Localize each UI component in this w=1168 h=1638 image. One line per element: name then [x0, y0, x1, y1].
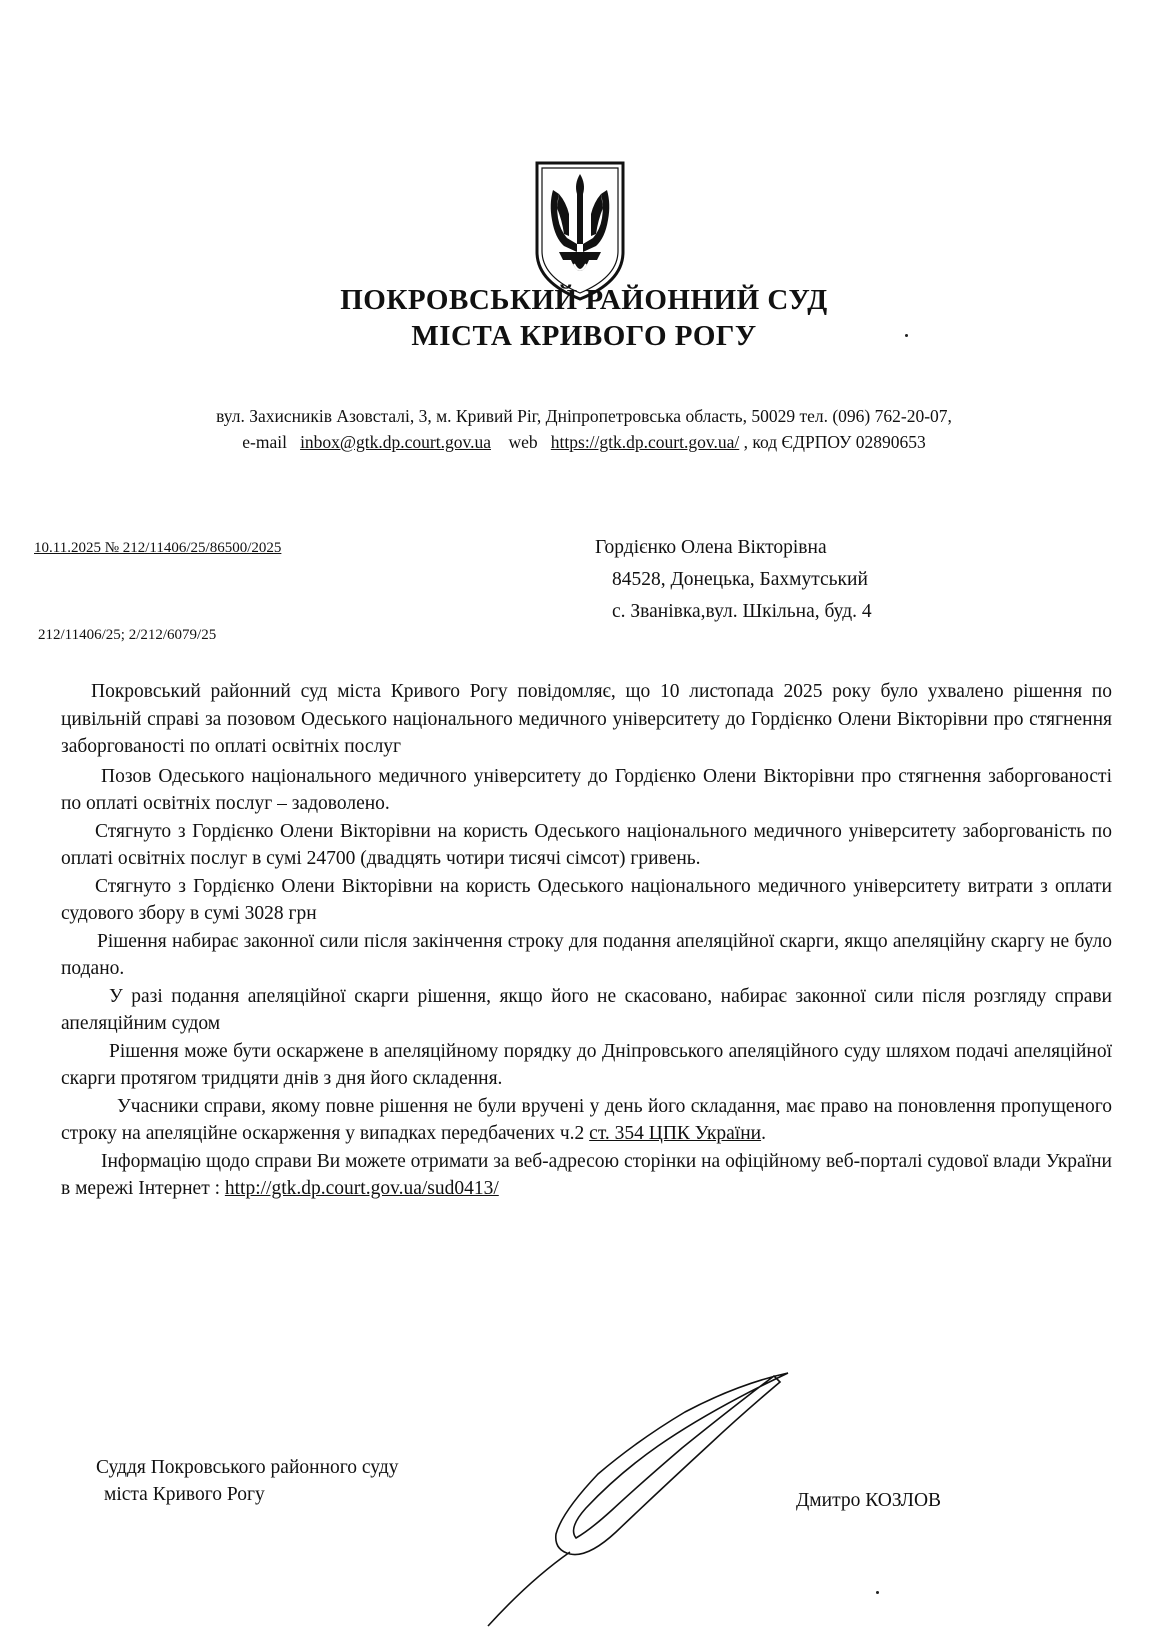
- body-paragraph: [61, 1148, 1112, 1203]
- recipient-address-line1: 84528, Донецька, Бахмутський: [612, 569, 868, 590]
- edrpou-code: , код ЄДРПОУ 02890653: [743, 432, 926, 452]
- judge-name: Дмитро КОЗЛОВ: [796, 1490, 942, 1511]
- body-paragraph: Стягнуто з Гордієнко Олени Вікторівни на користь Одеського національного медичного університету заборгованість по оплаті освітніх послуг в сумі 24700 (двадцять чотири тисячі сімсот) гривень.: [61, 820, 1112, 869]
- handwritten-signature-icon: [470, 1370, 800, 1630]
- judge-position-line1: Суддя Покровського районного суду: [96, 1457, 399, 1478]
- web-link[interactable]: https://gtk.dp.court.gov.ua/: [550, 432, 740, 452]
- web-label: web: [508, 432, 538, 452]
- email-label: e-mail: [242, 432, 287, 452]
- body-paragraph: Стягнуто з Гордієнко Олени Вікторівни на користь Одеського національного медичного університету витрати з оплати судового збору в сумі 3028 грн: [61, 875, 1112, 924]
- letter-body: [61, 678, 1112, 1203]
- body-paragraph: Покровський районний суд міста Кривого Рогу повідомляє, що 10 листопада 2025 року було ухвалено рішення по цивільній справі за позовом Одеського національного медичного університету до Гордієнко Олени Вікторівни про стягнення заборгованості по оплаті освітніх послуг: [61, 681, 1112, 757]
- outgoing-number: 10.11.2025 № 212/11406/25/86500/2025: [34, 540, 282, 556]
- email-link[interactable]: inbox@gtk.dp.court.gov.ua: [300, 432, 491, 452]
- court-address: вул. Захисників Азовсталі, 3, м. Кривий Ріг, Дніпропетровська область, 50029 тел. (096) 762-20-07,: [216, 406, 952, 426]
- court-contacts: [60, 432, 1108, 453]
- body-paragraph: Рішення набирає законної сили після закінчення строку для подання апеляційної скарги, якщо апеляційну скаргу не було подано.: [61, 930, 1112, 979]
- body-paragraph: Рішення може бути оскаржене в апеляційному порядку до Дніпровського апеляційного суду шляхом подачі апеляційної скарги протягом тридцяти днів з дня його складення.: [61, 1040, 1112, 1089]
- judge-position: [96, 1454, 399, 1508]
- court-name-line1: ПОКРОВСЬКИЙ РАЙОННИЙ СУД: [340, 284, 828, 316]
- judge-position-line2: міста Кривого Рогу: [104, 1484, 265, 1505]
- body-paragraph: У разі подання апеляційної скарги рішення, якщо його не скасовано, набирає законної сили після розгляду справи апеляційним судом: [61, 985, 1112, 1034]
- body-paragraph: Учасники справи, якому повне рішення не були вручені у день його складання, має право на поновлення пропущеного строку на апеляційне оскарження у випадках передбачених ч.2 ст. 354 ЦПК України.: [61, 1095, 1112, 1144]
- recipient-block: [595, 532, 872, 628]
- appeal-renewal-text: Учасники справи, якому повне рішення не були вручені у день його складання, має право на поновлення пропущеного строку на апеляційне оскарження у випадках передбачених ч.2: [61, 1095, 1112, 1144]
- recipient-address-line2: с. Званівка,вул. Шкільна, буд. 4: [612, 601, 872, 622]
- scan-speck: [876, 1591, 879, 1594]
- case-numbers: 212/11406/25; 2/212/6079/25: [38, 627, 217, 643]
- trident-coat-of-arms-icon: [533, 160, 627, 302]
- scan-speck: [905, 334, 908, 337]
- court-portal-link[interactable]: http://gtk.dp.court.gov.ua/sud0413/: [224, 1178, 499, 1199]
- body-paragraph: Позов Одеського національного медичного університету до Гордієнко Олени Вікторівни про стягнення заборгованості по оплаті освітніх послуг – задоволено.: [61, 765, 1112, 814]
- recipient-name: Гордієнко Олена Вікторівна: [595, 537, 827, 558]
- info-text: Інформацію щодо справи Ви можете отримати за веб-адресою сторінки на офіційному веб-порталі судової влади України в мережі Інтернет :: [61, 1150, 1112, 1199]
- court-name-line2: МІСТА КРИВОГО РОГУ: [411, 320, 757, 352]
- cpc-article-link[interactable]: ст. 354 ЦПК України: [589, 1123, 762, 1144]
